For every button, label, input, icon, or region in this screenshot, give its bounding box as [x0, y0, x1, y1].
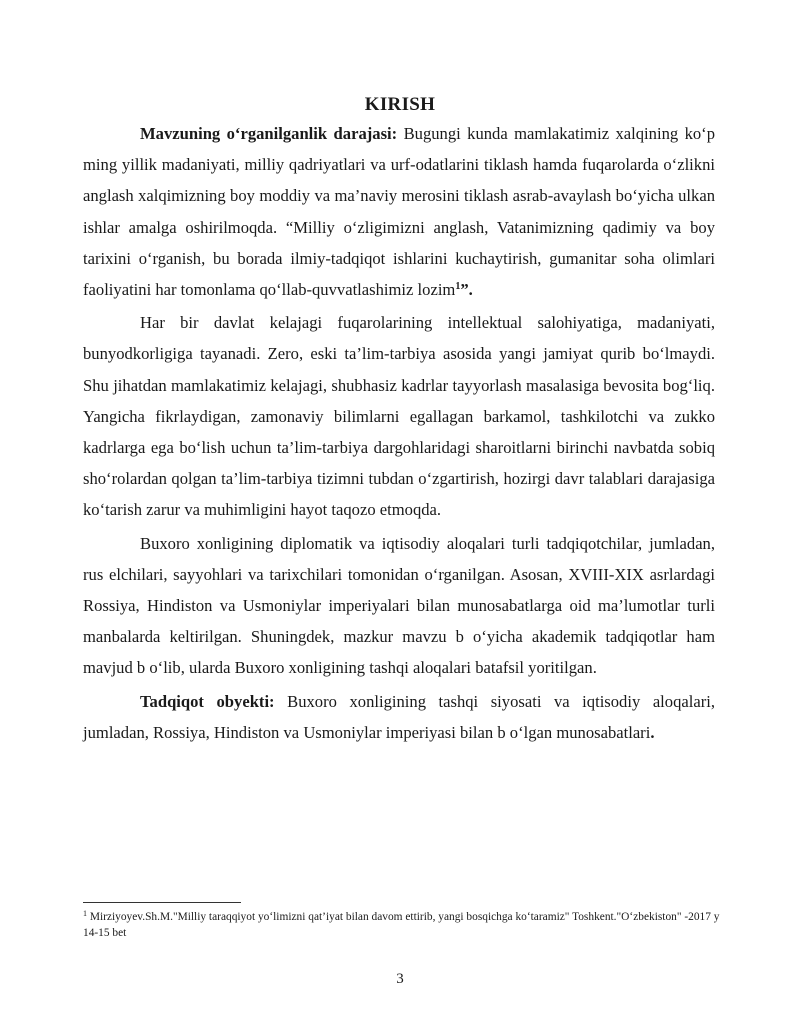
paragraph-text: Bugungi kunda mamlakatimiz xalqining ko‘p ming yillik madaniyati, milliy qadriyatlari va urf-odatlarini tiklash hamda fuqarolarda o‘zlikni anglash xalqimizning boy moddiy va ma’naviy merosini tiklash asrab-avaylash bo‘yicha ulkan ishlar amalga oshirilmoqda. “Milliy o‘zligimizni anglash, Vatanimizning qadimiy va boy tarixini o‘rganish, bu borada ilmiy-tadqiqot ishlarini kuchaytirish, gumanitar soha olimlari faoliyatini har tomonlama qo‘llab-quvvatlashimiz lozim [83, 124, 715, 300]
paragraph-tail: . [650, 722, 655, 742]
paragraph-text: Har bir davlat kelajagi fuqarolarining intellektual salohiyatiga, madaniyati, bunyodkorligiga tayanadi. Zero, eski ta’lim-tarbiya asosida yangi jamiyat qurib bo‘lmaydi. Shu jihatdan mamlakatimiz kelajagi, shubhasiz kadrlar tayyorlash masalasiga bevosita bog‘liq. Yangicha fikrlaydigan, zamonaviy bilimlarni egallagan barkamol, tashkilotchi va zukko kadrlarga ega bo‘lish uchun ta’lim-tarbiya dargohlaridagi sharoitlarni birinchi navbatda sobiq sho‘rolardan qolgan ta’lim-tarbiya tizimni tubdan o‘zgartirish, hozirgi davr talablari darajasiga ko‘tarish zarur va muhimligini hayot taqozo etmoqda. [83, 313, 715, 520]
paragraph-tail: ”. [460, 280, 473, 300]
footnote-text: Mirziyoyev.Sh.M."Milliy taraqqiyot yo‘limizni qat’iyat bilan davom ettirib, yangi bosqichga ko‘taramiz" Toshkent."O‘zbekiston" -2017 y 14-15 bet [83, 911, 720, 939]
paragraph-text: Buxoro xonligining diplomatik va iqtisodiy aloqalari turli tadqiqotchilar, jumladan, rus elchilari, sayyohlari va tarixchilari tomonidan o‘rganilgan. Asosan, XVIII-XIX asrlardagi Rossiya, Hindiston va Usmoniylar imperiyalari bilan munosabatlarga oid ma’lumotlar turli manbalarda keltirilgan. Shuningdek, mazkur mavzu b o‘yicha akademik tadqiqotlar ham mavjud b o‘lib, ularda Buxoro xonligining tashqi aloqalari batafsil yoritilgan. [83, 533, 715, 678]
paragraph-bukhara-relations [83, 528, 715, 684]
paragraph-lead: Mavzuning o‘rganilganlik darajasi: [140, 124, 398, 143]
section-title: KIRISH [364, 94, 436, 115]
footnote-divider [83, 902, 241, 903]
footnote-reference[interactable]: 1 [455, 281, 461, 293]
page-number: 3 [396, 971, 404, 987]
paragraph-text: Buxoro xonligining tashqi siyosati va iqtisodiy aloqalari, jumladan, Rossiya, Hindiston va Usmoniylar imperiyasi bilan b o‘lgan munosabatlari [83, 691, 716, 742]
paragraph-study-degree [83, 118, 715, 305]
paragraph-state-future [83, 307, 715, 525]
body-text [83, 118, 715, 748]
paragraph-research-object [83, 686, 715, 748]
paragraph-lead: Tadqiqot obyekti: [140, 691, 275, 711]
footnote [83, 909, 723, 941]
footnote-marker: 1 [83, 909, 87, 918]
